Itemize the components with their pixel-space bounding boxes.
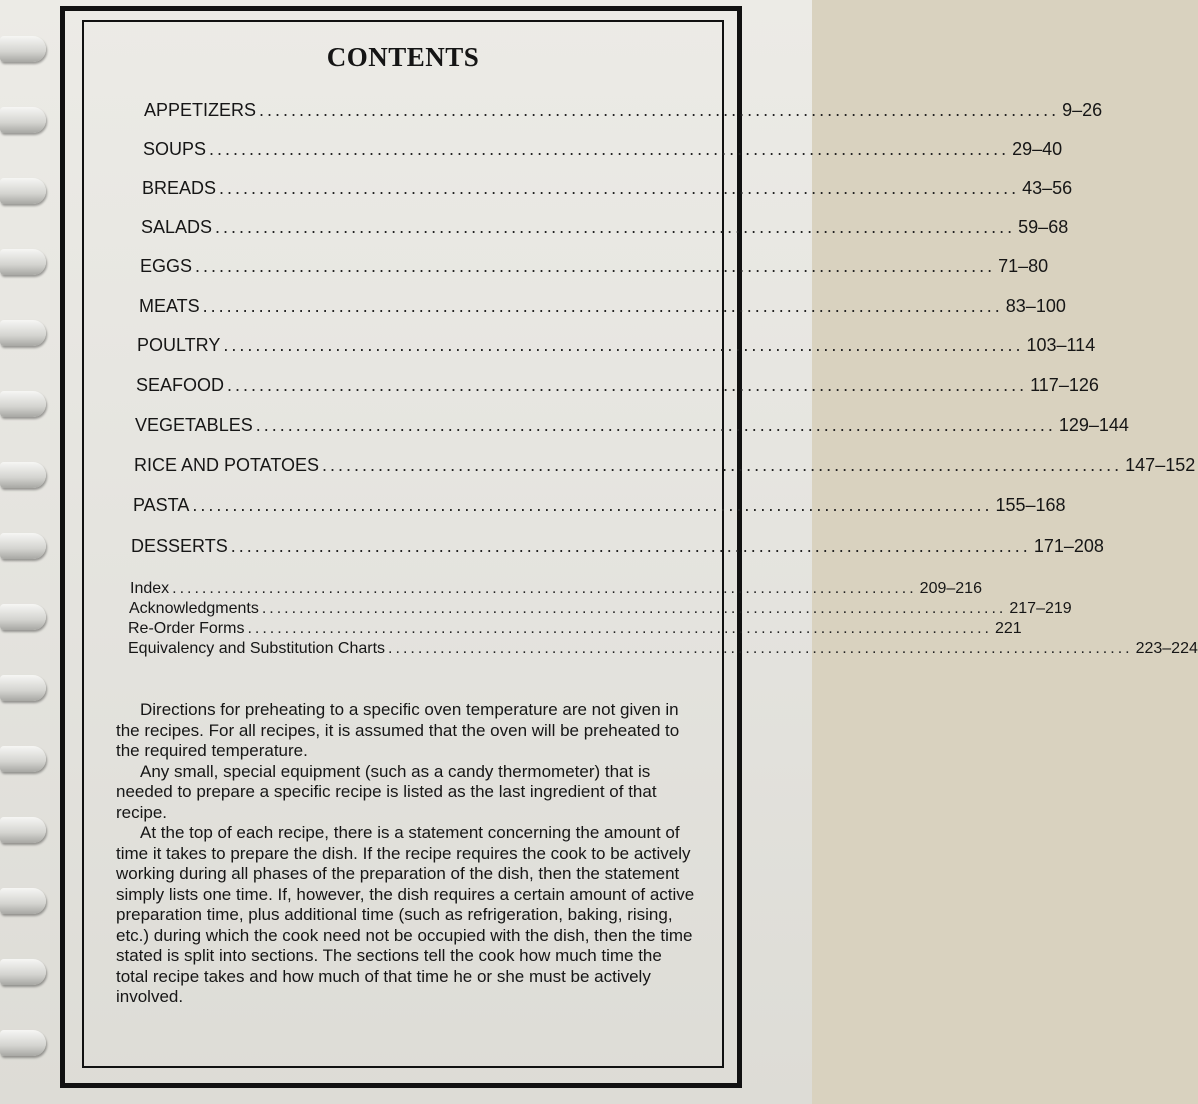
spiral-coil [0, 1030, 46, 1056]
dot-leader: .................................................................................................... [259, 100, 1060, 120]
toc-entry-meats [139, 296, 1066, 317]
toc-entry-label: Index [130, 580, 170, 597]
toc-entry-pages: 117–126 [1030, 375, 1099, 395]
toc-entry-rice-and-potatoes [134, 455, 1196, 476]
toc-entry-label: POULTRY [137, 335, 221, 355]
toc-entry-breads [142, 178, 1073, 199]
dot-leader: .................................................................................................... [223, 335, 1024, 355]
toc-entry-label: Re-Order Forms [128, 620, 245, 637]
note-paragraph-equipment: Any small, special equipment (such as a candy thermometer) that is needed to prepare a specific recipe is listed as the last ingredient of that recipe. [116, 761, 657, 822]
dot-leader: .................................................................................................... [219, 178, 1020, 198]
toc-entry-acknowledgments [129, 600, 1072, 618]
toc-entry-seafood [136, 375, 1099, 396]
note-paragraph-preheating: Directions for preheating to a specific oven temperature are not given in the recipes. For all recipes, it is assumed that the oven will be preheated to the required temperature. [116, 700, 680, 760]
toc-entry-label: SOUPS [143, 139, 207, 159]
toc-entry-eggs [140, 256, 1049, 277]
dot-leader: .................................................................................................... [388, 640, 1133, 657]
note-paragraph-timing: At the top of each recipe, there is a statement concerning the amount of time it takes to prepare the dish. If the recipe requires the cook to be actively working during all phases of the preparation of the dish, then the statement simply lists one time. If, however, the dish requires a certain amount of active preparation time, plus additional time (such as refrigeration, baking, rising, etc.) during which the cook need not be occupied with the dish, then the time stated is split into sections. The sections tell the cook how much time the total recipe takes and how much of that time he or she must be actively involved. [116, 823, 695, 1006]
toc-entry-pages: 209–216 [919, 580, 982, 597]
toc-entry-label: EGGS [140, 256, 193, 276]
spiral-coil [0, 888, 46, 914]
dot-leader: .................................................................................................... [322, 455, 1123, 475]
toc-entry-pages: 217–219 [1009, 600, 1072, 617]
toc-entry-pages: 155–168 [995, 495, 1066, 515]
toc-entry-pages: 71–80 [998, 256, 1049, 276]
toc-entry-index [130, 580, 982, 598]
dot-leader: .................................................................................................... [255, 415, 1056, 435]
dot-leader: .................................................................................................... [215, 217, 1016, 237]
toc-entry-salads [141, 217, 1069, 238]
dot-leader: .................................................................................................... [195, 256, 996, 276]
toc-entry-pages: 171–208 [1033, 536, 1104, 556]
toc-entry-re-order-forms [128, 620, 1022, 638]
dot-leader: .................................................................................................... [230, 536, 1031, 556]
spiral-coil [0, 817, 46, 843]
toc-entry-pages: 29–40 [1012, 139, 1063, 159]
toc-entry-soups [143, 139, 1063, 160]
toc-entry-label: SEAFOOD [136, 375, 225, 395]
dot-leader: .................................................................................................... [227, 375, 1028, 395]
dot-leader: .................................................................................................... [247, 620, 992, 637]
toc-entry-label: PASTA [133, 495, 190, 515]
toc-entry-label: SALADS [141, 217, 213, 237]
toc-entry-desserts [131, 536, 1104, 557]
toc-entry-pages: 147–152 [1125, 455, 1196, 475]
toc-entry-label: APPETIZERS [144, 100, 257, 120]
toc-entry-equivalency-charts [128, 640, 1198, 658]
spiral-coil [0, 959, 46, 985]
toc-entry-pages: 129–144 [1058, 415, 1129, 435]
dot-leader: .................................................................................................... [192, 495, 993, 515]
dot-leader: .................................................................................................... [172, 580, 917, 597]
toc-entry-poultry [137, 335, 1096, 356]
toc-entry-label: VEGETABLES [135, 415, 253, 435]
toc-entry-pages: 9–26 [1062, 100, 1103, 120]
toc-entry-label: RICE AND POTATOES [134, 455, 320, 475]
dot-leader: .................................................................................................... [261, 600, 1007, 617]
page-title: CONTENTS [326, 42, 480, 72]
toc-entry-label: BREADS [142, 178, 217, 198]
toc-entry-label: Acknowledgments [129, 600, 259, 617]
dot-leader: .................................................................................................... [202, 296, 1003, 316]
toc-entry-label: MEATS [139, 296, 200, 316]
dot-leader: .................................................................................................... [209, 139, 1010, 159]
toc-entry-pasta [133, 495, 1066, 516]
toc-entry-pages: 223–224 [1135, 640, 1198, 657]
toc-entry-appetizers [144, 100, 1103, 121]
notes-block [116, 700, 698, 1008]
toc-entry-pages: 221 [994, 620, 1022, 637]
toc-entry-pages: 43–56 [1022, 178, 1073, 198]
toc-entry-label: Equivalency and Substitution Charts [128, 640, 386, 657]
spiral-coil [0, 746, 46, 772]
toc-entry-pages: 59–68 [1018, 217, 1069, 237]
toc-entry-pages: 103–114 [1026, 335, 1096, 355]
toc-entry-pages: 83–100 [1005, 296, 1066, 316]
toc-entry-label: DESSERTS [131, 536, 228, 556]
toc-entry-vegetables [135, 415, 1129, 436]
